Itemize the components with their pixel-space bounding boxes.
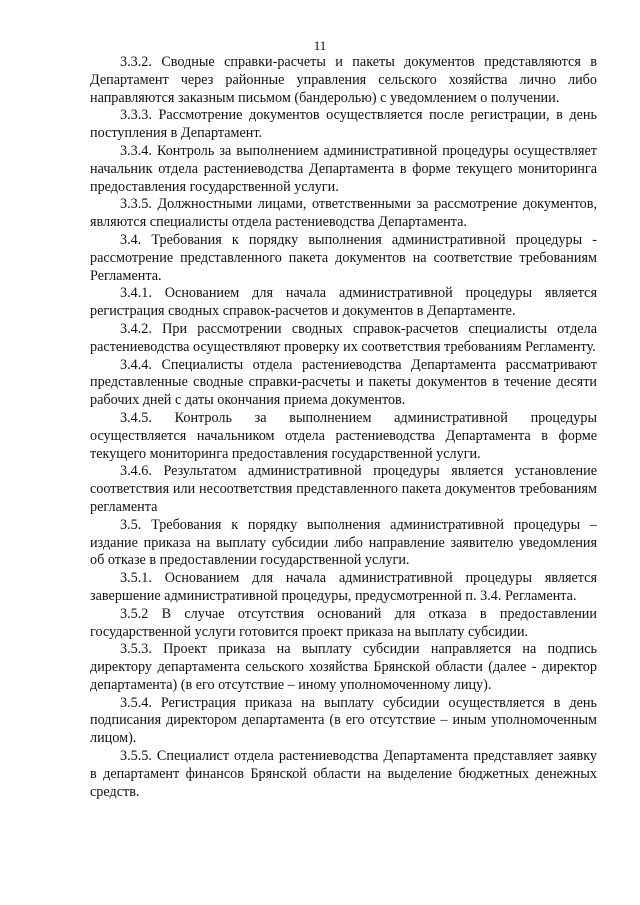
paragraph-3-5-1: 3.5.1. Основанием для начала административной процедуры является завершение административной процедуры, предусмотренной п. 3.4. Регламента. (90, 570, 597, 604)
paragraph-3-4-6: 3.4.6. Результатом административной процедуры является установление соответствия или несоответствия представленного пакета документов требованиям регламента (90, 463, 597, 515)
paragraph-3-3-5: 3.3.5. Должностными лицами, ответственными за рассмотрение документов, являются специалисты отдела растениеводства Департамента. (90, 196, 597, 231)
paragraph-3-5-5: 3.5.5. Специалист отдела растениеводства Департамента представляет заявку в департамент финансов Брянской области на выделение бюджетных денежных средств. (90, 748, 597, 800)
paragraph-3-5-4: 3.5.4. Регистрация приказа на выплату субсидии осуществляется в день подписания директором департамента (в его отсутствие – иным уполномоченным лицом). (90, 694, 597, 747)
paragraph-3-3-3: 3.3.3. Рассмотрение документов осуществляется после регистрации, в день поступления в Департамент. (90, 107, 597, 142)
page-number: 11 (313, 38, 327, 53)
paragraph-3-3-4: 3.3.4. Контроль за выполнением административной процедуры осуществляет начальник отдела растениеводства Департамента в форме текущего мониторинга предоставления государственной услуги. (90, 142, 597, 195)
body-text (90, 54, 597, 801)
paragraph-3-3-2: 3.3.2. Сводные справки-расчеты и пакеты документов представляются в Департамент через районные управления сельского хозяйства лично либо направляются заказным письмом (бандеролью) с уведомлением о получении. (90, 54, 597, 106)
paragraph-3-4-5: 3.4.5. Контроль за выполнением административной процедуры осуществляется начальником отдела растениеводства Департамента в форме текущего мониторинга предоставления государственной услуги. (90, 409, 597, 462)
paragraph-3-5-2: 3.5.2 В случае отсутствия оснований для отказа в предоставлении государственной услуги готовится проект приказа на выплату субсидии. (90, 605, 597, 640)
paragraph-3-4-4: 3.4.4. Специалисты отдела растениеводства Департамента рассматривают представленные сводные справки-расчеты и пакеты документов в течение десяти рабочих дней с даты окончания приема документов. (90, 356, 597, 409)
paragraph-3-4-2: 3.4.2. При рассмотрении сводных справок-расчетов специалисты отдела растениеводства осуществляют проверку их соответствия требованиям Регламенту. (90, 320, 597, 355)
paragraph-3-4: 3.4. Требования к порядку выполнения административной процедуры - рассмотрение представленного пакета документов на соответствие требованиям Регламента. (90, 231, 597, 284)
paragraph-3-5-3: 3.5.3. Проект приказа на выплату субсидии направляется на подпись директору департамента сельского хозяйства Брянской области (далее - директор департамента) (в его отсутствие – иному уполномоченному лицу). (90, 641, 597, 693)
paragraph-3-5: 3.5. Требования к порядку выполнения административной процедуры – издание приказа на выплату субсидии либо направление заявителю уведомления об отказе в предоставлении государственной услуги. (90, 516, 597, 569)
paragraph-3-4-1: 3.4.1. Основанием для начала административной процедуры является регистрация сводных справок-расчетов и документов в Департаменте. (90, 285, 597, 320)
